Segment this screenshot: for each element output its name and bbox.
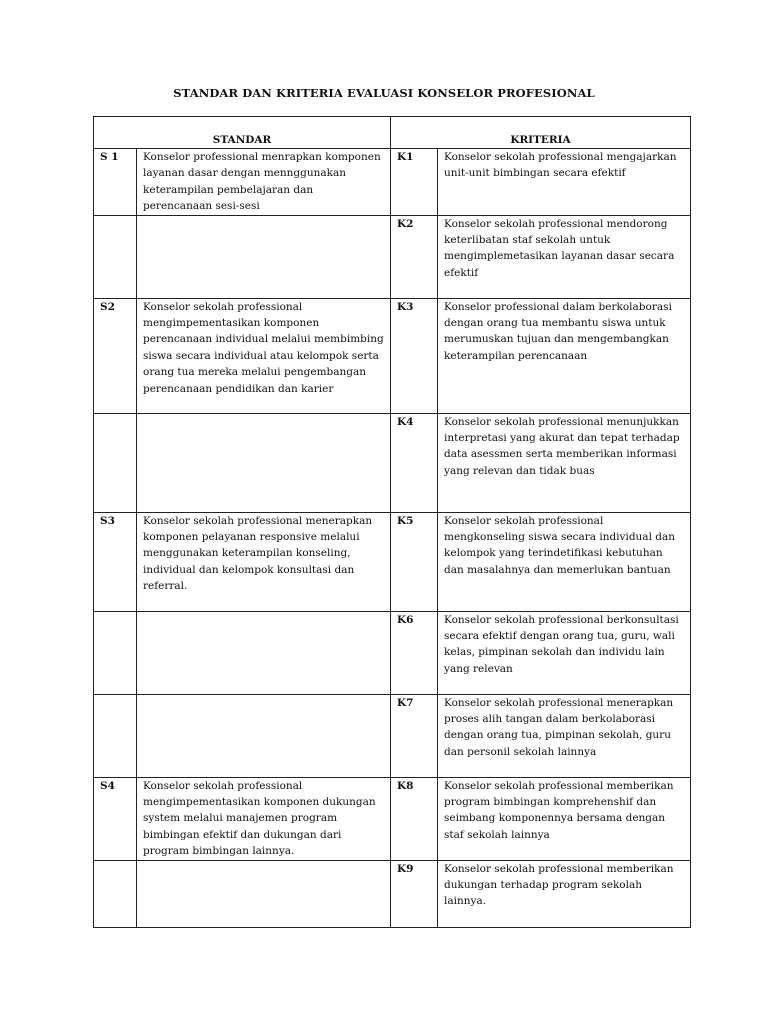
table-row: [94, 512, 691, 611]
criteria-code: K8: [391, 777, 438, 860]
standard-text: [137, 694, 391, 777]
standard-code: [94, 413, 137, 512]
criteria-code: K2: [391, 215, 438, 298]
criteria-text: Konselor professional dalam berkolaborasi dengan orang tua membantu siswa untuk merumuskan tujuan dan mengembangkan keterampilan perencanaan: [438, 298, 691, 413]
criteria-text: Konselor sekolah professional menunjukkan interpretasi yang akurat dan tepat terhadap data asessmen serta memberikan informasi yang relevan dan tidak buas: [438, 413, 691, 512]
table-row: [94, 694, 691, 777]
standar-header: STANDAR: [94, 117, 391, 149]
standard-code: [94, 860, 137, 927]
table-row: [94, 149, 691, 216]
table-row: [94, 413, 691, 512]
criteria-code: K1: [391, 149, 438, 216]
standard-text: [137, 413, 391, 512]
table-row: [94, 860, 691, 927]
criteria-table: [93, 116, 691, 928]
standard-text: Konselor sekolah professional menerapkan komponen pelayanan responsive melalui menggunakan keterampilan konseling, individual dan kelompok konsultasi dan referral.: [137, 512, 391, 611]
criteria-code: K5: [391, 512, 438, 611]
document-title: STANDAR DAN KRITERIA EVALUASI KONSELOR PROFESIONAL: [173, 86, 595, 100]
standard-text: [137, 860, 391, 927]
table-row: [94, 777, 691, 860]
criteria-text: Konselor sekolah professional mendorong keterlibatan staf sekolah untuk mengimplemetasikan layanan dasar secara efektif: [438, 215, 691, 298]
standard-text: Konselor professional menrapkan komponen layanan dasar dengan mennggunakan keterampilan pembelajaran dan perencanaan sesi-sesi: [137, 149, 391, 216]
criteria-code: K6: [391, 611, 438, 694]
criteria-code: K7: [391, 694, 438, 777]
standard-code: [94, 215, 137, 298]
criteria-text: Konselor sekolah professional mengajarkan unit-unit bimbingan secara efektif: [438, 149, 691, 216]
criteria-text: Konselor sekolah professional menerapkan proses alih tangan dalam berkolaborasi dengan orang tua, pimpinan sekolah, guru dan personil sekolah lainnya: [438, 694, 691, 777]
table-header-row: [94, 117, 691, 149]
criteria-text: Konselor sekolah professional memberikan program bimbingan komprehenshif dan seimbang komponennya bersama dengan staf sekolah lainnya: [438, 777, 691, 860]
standard-text: [137, 215, 391, 298]
standard-code: S4: [94, 777, 137, 860]
criteria-code: K9: [391, 860, 438, 927]
standard-text: Konselor sekolah professional mengimpementasikan komponen dukungan system melalui manajemen program bimbingan efektif dan dukungan dari program bimbingan lainnya.: [137, 777, 391, 860]
standard-code: [94, 611, 137, 694]
table-row: [94, 298, 691, 413]
criteria-text: Konselor sekolah professional memberikan dukungan terhadap program sekolah lainnya.: [438, 860, 691, 927]
criteria-text: Konselor sekolah professional mengkonseling siswa secara individual dan kelompok yang terindetifikasi kebutuhan dan masalahnya dan memerlukan bantuan: [438, 512, 691, 611]
standard-text: [137, 611, 391, 694]
standard-code: S 1: [94, 149, 137, 216]
table-row: [94, 611, 691, 694]
criteria-code: K4: [391, 413, 438, 512]
standard-code: [94, 694, 137, 777]
kriteria-header: KRITERIA: [391, 117, 691, 149]
table-row: [94, 215, 691, 298]
standard-text: Konselor sekolah professional mengimpementasikan komponen perencanaan individual melalui membimbing siswa secara individual atau kelompok serta orang tua mereka melalui pengembangan perencanaan pendidikan dan karier: [137, 298, 391, 413]
standard-code: S3: [94, 512, 137, 611]
criteria-text: Konselor sekolah professional berkonsultasi secara efektif dengan orang tua, guru, wali kelas, pimpinan sekolah dan individu lain yang relevan: [438, 611, 691, 694]
criteria-code: K3: [391, 298, 438, 413]
standard-code: S2: [94, 298, 137, 413]
